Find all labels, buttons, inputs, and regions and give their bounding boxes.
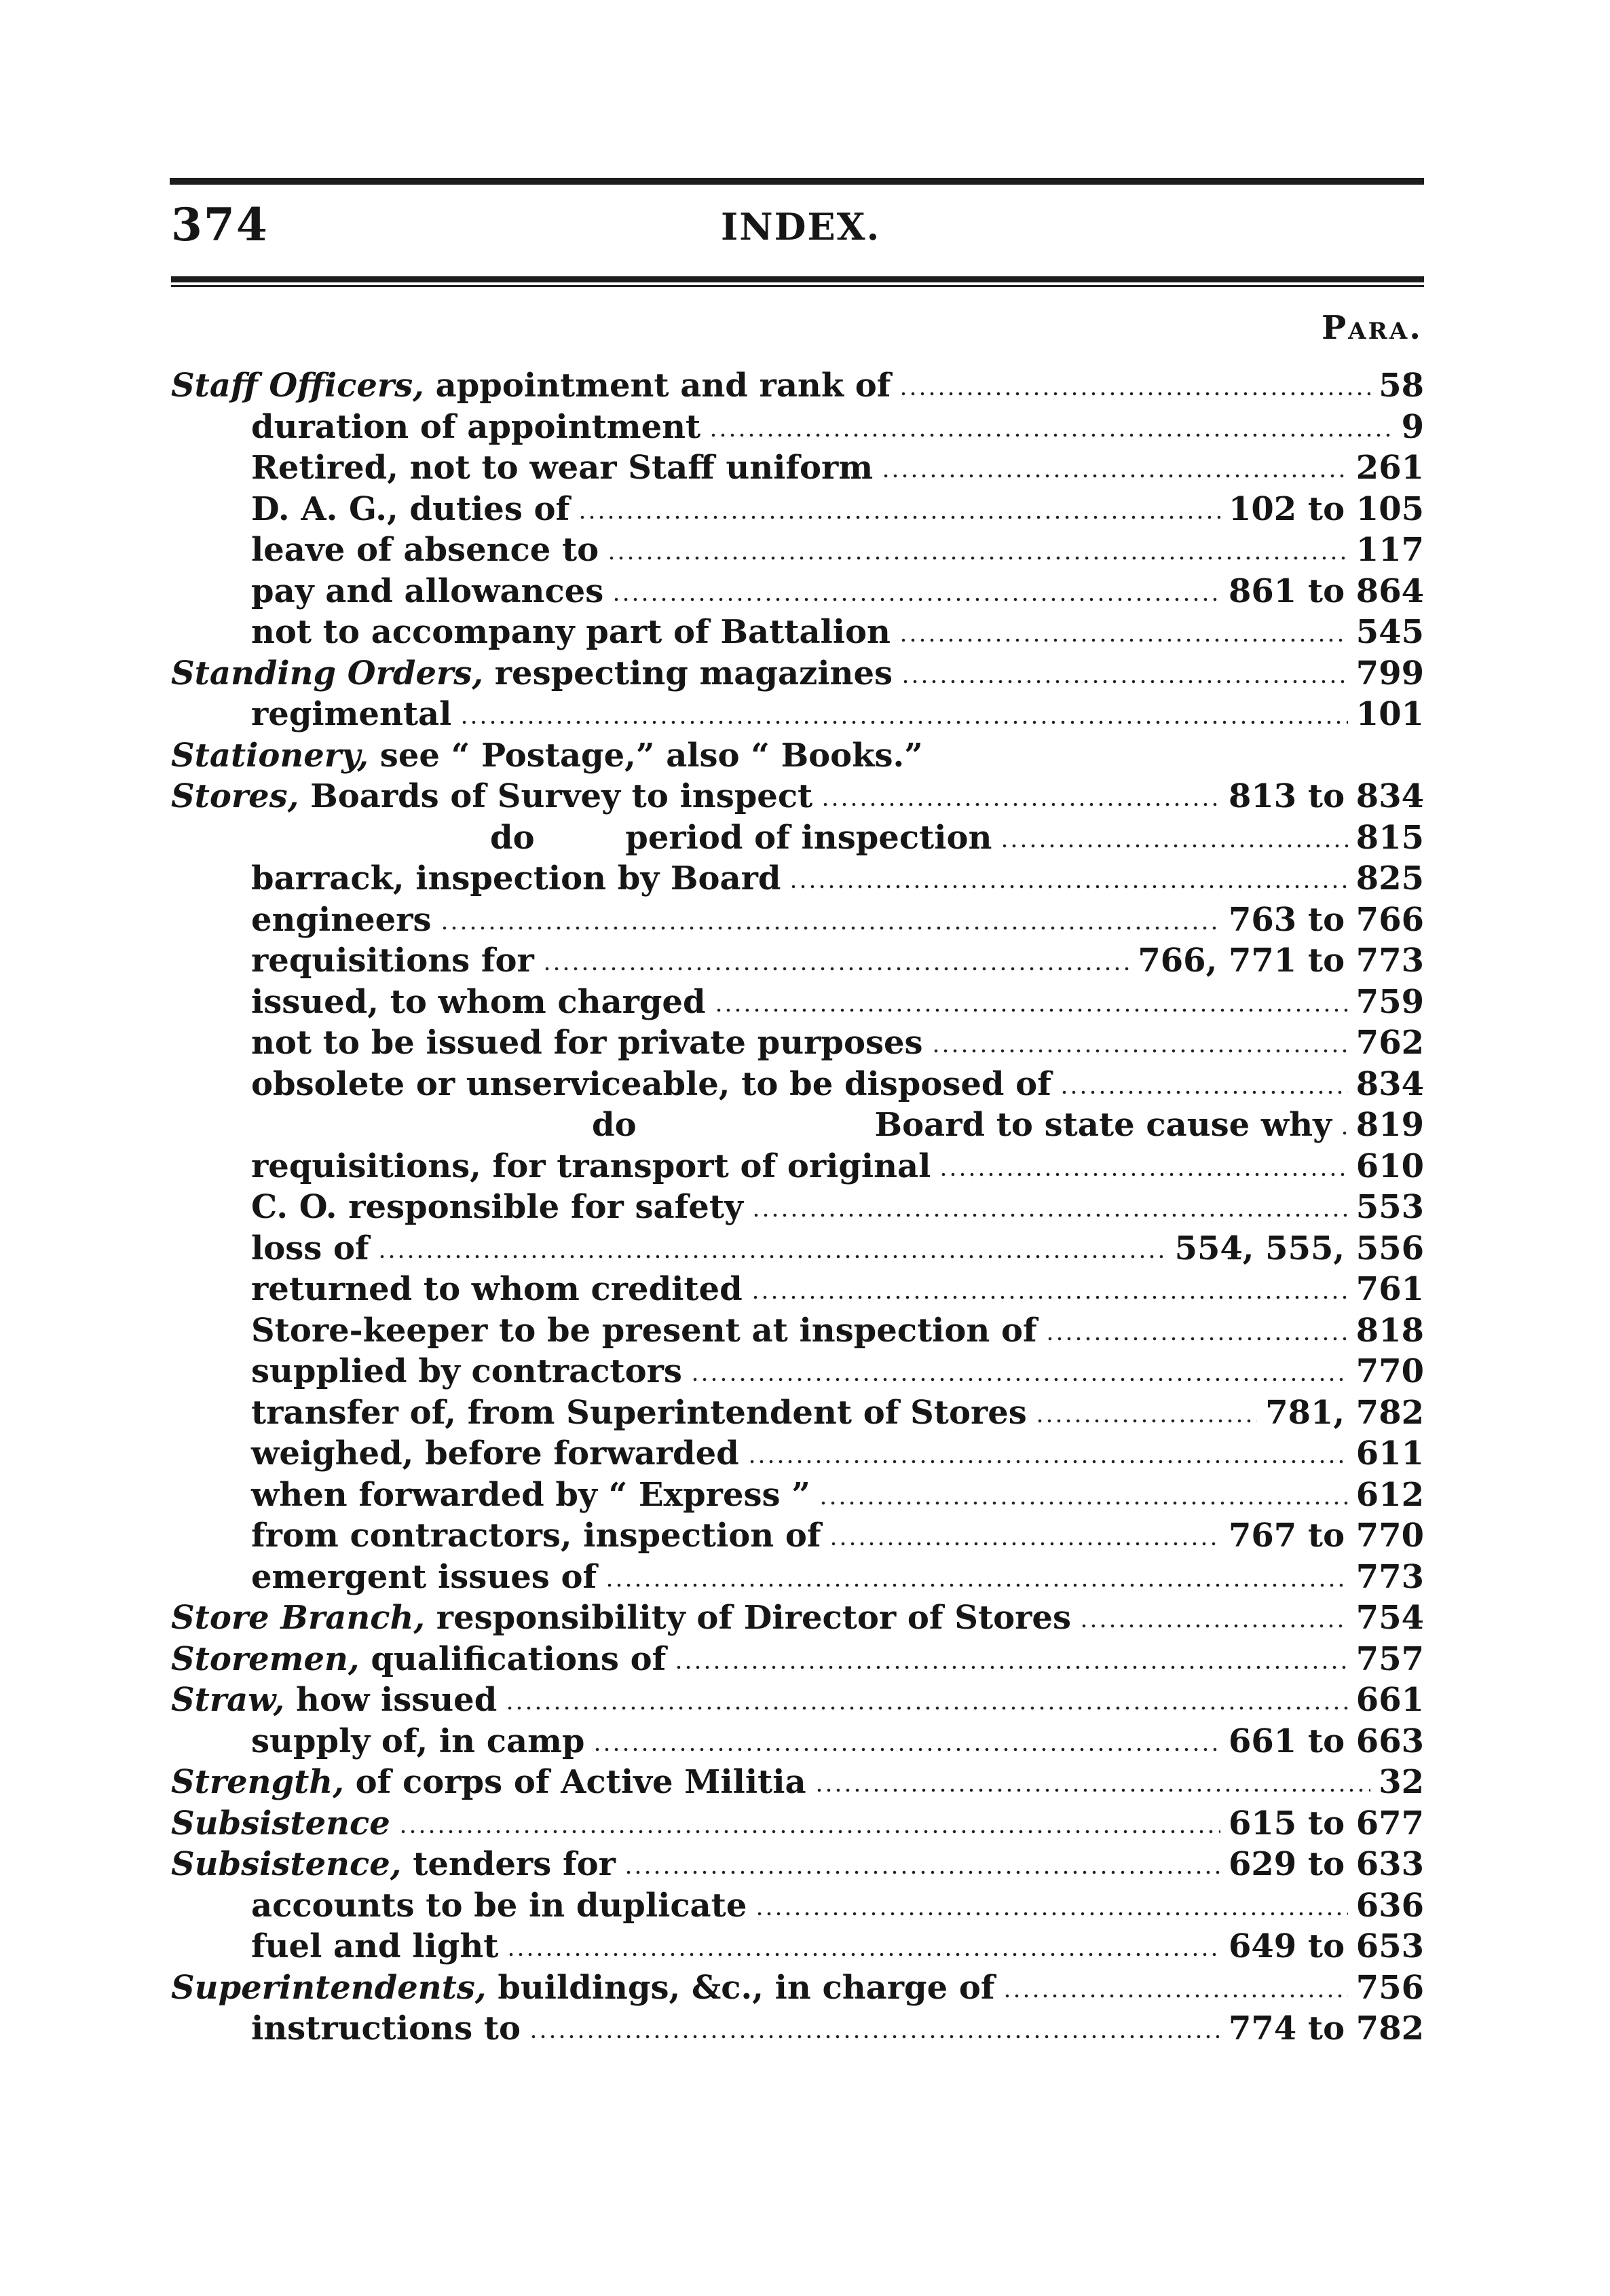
- index-entry-text: buildings, &c., in charge of: [486, 1968, 995, 2007]
- index-entry-text: tenders for: [401, 1845, 616, 1884]
- page-number: 374: [171, 198, 269, 251]
- index-entry-label: [251, 1927, 498, 1965]
- index-entry: [171, 1187, 1424, 1228]
- dot-leader: [899, 638, 1348, 642]
- paragraph-reference: 32: [1379, 1763, 1424, 1802]
- dot-leader: [819, 1501, 1348, 1505]
- index-entry-text: barrack, inspection by Board: [251, 859, 781, 898]
- paragraph-reference: 770: [1355, 1352, 1424, 1391]
- index-entry: [171, 571, 1424, 612]
- dot-leader: [1340, 1131, 1348, 1135]
- column-heading-para: Para.: [1322, 309, 1423, 347]
- paragraph-reference: 661 to 663: [1229, 1722, 1424, 1760]
- paragraph-reference: 766, 771 to 773: [1138, 942, 1424, 980]
- dot-leader: [931, 1049, 1348, 1053]
- paragraph-reference: 554, 555, 556: [1174, 1229, 1424, 1267]
- index-entry-heading: Standing Orders,: [171, 654, 484, 692]
- index-entry: [171, 1310, 1424, 1352]
- paragraph-reference: 761: [1355, 1270, 1424, 1309]
- index-entry-label: [171, 1599, 1071, 1637]
- dot-leader: [690, 1377, 1348, 1382]
- dot-leader: [624, 1870, 1220, 1874]
- index-entry-label: [171, 777, 812, 815]
- dot-leader: [460, 720, 1347, 724]
- index-entry-label: [251, 1722, 584, 1760]
- index-entry-label: [171, 367, 891, 405]
- dot-leader: [751, 1213, 1348, 1217]
- paragraph-reference: 615 to 677: [1229, 1804, 1424, 1843]
- index-entry-text: weighed, before forwarded: [251, 1434, 739, 1473]
- index-entry: [171, 940, 1424, 982]
- index-entry-text: pay and allowances: [251, 572, 604, 610]
- paragraph-reference: 611: [1355, 1434, 1424, 1473]
- index-entry-text: returned to whom credited: [251, 1270, 743, 1309]
- index-entry-text: transfer of, from Superintendent of Stores: [251, 1393, 1027, 1432]
- paragraph-reference: 834: [1355, 1064, 1424, 1103]
- index-entry-text: not to accompany part of Battalion: [251, 613, 891, 652]
- index-entry-label: [171, 1640, 666, 1678]
- index-entry-text: emergent issues of: [251, 1557, 597, 1596]
- index-entry-label: [171, 1681, 497, 1719]
- page-title: INDEX.: [721, 205, 881, 248]
- index-entry: [171, 489, 1424, 530]
- dot-leader: [377, 1255, 1167, 1259]
- paragraph-reference: 759: [1355, 982, 1424, 1021]
- index-entry: [171, 1967, 1424, 2009]
- index-entry-text: loss of: [251, 1229, 369, 1267]
- index-entry: [171, 1475, 1424, 1516]
- index-entry: [171, 1228, 1424, 1270]
- paragraph-reference: 815: [1355, 818, 1424, 857]
- paragraph-reference: 757: [1355, 1640, 1424, 1678]
- index-entry-label: [251, 1558, 597, 1596]
- dot-leader: [1000, 844, 1347, 848]
- index-entry-text: issued, to whom charged: [251, 982, 706, 1021]
- index-entry-label: [251, 408, 700, 446]
- index-entry: [171, 1064, 1424, 1105]
- dot-leader: [440, 926, 1220, 930]
- index-entry: [171, 1022, 1424, 1064]
- index-entry: [171, 1515, 1424, 1557]
- header-bottom-thin-rule: [171, 285, 1424, 287]
- index-entry-heading: Subsistence: [171, 1804, 390, 1843]
- index-entry-label: [171, 737, 923, 775]
- dot-leader: [612, 597, 1220, 601]
- paragraph-reference: 774 to 782: [1229, 2010, 1424, 2048]
- index-entry: [171, 407, 1424, 448]
- paragraph-reference: 762: [1355, 1024, 1424, 1062]
- index-entry-label: [171, 1763, 806, 1801]
- index-entry-label: [592, 1106, 1332, 1144]
- index-entry-heading: Staff Officers,: [171, 367, 424, 405]
- index-entry-heading: Storemen,: [171, 1640, 360, 1678]
- index-entry-text: supply of, in camp: [251, 1722, 585, 1760]
- index-entry: [171, 530, 1424, 571]
- paragraph-reference: 102 to 105: [1229, 489, 1424, 528]
- dot-leader: [751, 1295, 1348, 1299]
- index-entry: [171, 447, 1424, 489]
- paragraph-reference: 545: [1355, 613, 1424, 652]
- paragraph-reference: 861 to 864: [1229, 572, 1424, 610]
- index-entry: [171, 1680, 1424, 1721]
- index-entry-heading: Strength,: [171, 1763, 344, 1802]
- index-entry-label: [251, 1229, 369, 1267]
- index-entry-text: obsolete or unserviceable, to be disposed of: [251, 1064, 1051, 1103]
- paragraph-reference: 819: [1355, 1106, 1424, 1145]
- index-entry-text: of corps of Active Militia: [343, 1763, 806, 1802]
- index-entry-text: Retired, not to wear Staff uniform: [251, 449, 874, 487]
- paragraph-reference: 754: [1355, 1599, 1424, 1637]
- dot-leader: [881, 474, 1348, 478]
- index-entry-text: C. O. responsible for safety: [251, 1188, 743, 1227]
- paragraph-reference: 629 to 633: [1229, 1845, 1424, 1884]
- dot-leader: [529, 2035, 1220, 2039]
- index-entry-label: [251, 531, 599, 569]
- dot-leader: [829, 1542, 1220, 1546]
- dot-leader: [1079, 1624, 1348, 1628]
- dot-leader: [821, 802, 1220, 807]
- dot-leader: [755, 1912, 1347, 1916]
- index-entry-text: respecting magazines: [483, 654, 893, 692]
- dot-leader: [709, 433, 1393, 437]
- index-entry: [171, 1803, 1424, 1845]
- paragraph-reference: 58: [1379, 367, 1424, 405]
- index-entry-text: D. A. G., duties of: [251, 489, 570, 528]
- index-entry-text: how issued: [284, 1681, 498, 1720]
- paragraph-reference: 781, 782: [1265, 1393, 1424, 1432]
- index-entry: [171, 858, 1424, 900]
- index-entry-label: [251, 490, 569, 528]
- index-entry-text: do Board to state cause why: [592, 1106, 1332, 1145]
- index-entry-label: [251, 1024, 923, 1062]
- index-entry-label: [251, 1065, 1051, 1103]
- index-entry-label: [251, 1188, 743, 1226]
- index-entry: [171, 653, 1424, 695]
- index-entry: [171, 1639, 1424, 1680]
- index-entry-label: [171, 654, 893, 692]
- header-top-rule: [170, 178, 1424, 185]
- index-entry-label: [251, 1312, 1037, 1350]
- paragraph-reference: 649 to 653: [1229, 1927, 1424, 1966]
- paragraph-reference: 117: [1355, 531, 1424, 570]
- paragraph-reference: 612: [1355, 1475, 1424, 1514]
- dot-leader: [542, 967, 1130, 971]
- paragraph-reference: 553: [1355, 1188, 1424, 1227]
- index-entry: [171, 1844, 1424, 1885]
- paragraph-reference: 773: [1355, 1557, 1424, 1596]
- index-entry: [171, 982, 1424, 1023]
- paragraph-reference: 636: [1355, 1886, 1424, 1925]
- dot-leader: [593, 1747, 1220, 1752]
- index-entry-heading: Subsistence,: [171, 1845, 402, 1884]
- index-entry-label: [251, 1147, 931, 1185]
- index-entry-text: responsibility of Director of Stores: [425, 1599, 1071, 1637]
- index-entry-text: duration of appointment: [251, 407, 701, 446]
- index-entry-label: [251, 572, 603, 610]
- paragraph-reference: 763 to 766: [1229, 900, 1424, 939]
- index-entry: [171, 1885, 1424, 1927]
- paragraph-reference: 799: [1355, 654, 1424, 692]
- index-entry-label: [251, 1476, 810, 1514]
- index-entry-label: [251, 983, 706, 1021]
- index-entry-text: appointment and rank of: [424, 367, 891, 405]
- index-entry-text: leave of absence to: [251, 531, 599, 570]
- index-entry-label: [251, 2010, 521, 2048]
- dot-leader: [1003, 1994, 1347, 1998]
- dot-leader: [939, 1172, 1347, 1177]
- index-entry-label: [251, 695, 451, 733]
- paragraph-reference: 767 to 770: [1229, 1517, 1424, 1555]
- dot-leader: [578, 515, 1220, 519]
- dot-leader: [1060, 1090, 1348, 1094]
- index-entry: [171, 1721, 1424, 1762]
- index-entry-list: [171, 365, 1424, 2050]
- index-entry-label: [251, 1517, 821, 1555]
- index-entry-text: fuel and light: [251, 1927, 499, 1966]
- paragraph-reference: 9: [1401, 407, 1424, 446]
- dot-leader: [674, 1665, 1347, 1669]
- index-entry-text: requisitions for: [251, 942, 534, 980]
- index-entry-label: [171, 1969, 994, 2007]
- paragraph-reference: 825: [1355, 859, 1424, 898]
- index-entry: [171, 1762, 1424, 1803]
- index-entry-text: not to be issued for private purposes: [251, 1024, 923, 1062]
- index-entry: [171, 365, 1424, 407]
- index-entry-text: qualifications of: [359, 1640, 667, 1678]
- index-entry-label: [251, 613, 891, 651]
- index-entry-text: instructions to: [251, 2010, 521, 2048]
- index-entry-label: [251, 901, 432, 939]
- dot-leader: [398, 1830, 1220, 1834]
- index-entry-text: regimental: [251, 695, 452, 734]
- dot-leader: [505, 1706, 1348, 1710]
- index-entry-text: do period of inspection: [490, 818, 992, 857]
- index-entry: [171, 1351, 1424, 1392]
- dot-leader: [506, 1952, 1220, 1957]
- dot-leader: [1035, 1419, 1257, 1423]
- dot-leader: [899, 392, 1370, 396]
- index-entry-label: [251, 1270, 743, 1308]
- index-entry: [171, 1392, 1424, 1434]
- paragraph-reference: 101: [1355, 695, 1424, 734]
- paragraph-reference: 261: [1355, 449, 1424, 487]
- paragraph-reference: 818: [1355, 1311, 1424, 1350]
- dot-leader: [901, 680, 1348, 684]
- index-entry-label: [490, 819, 992, 857]
- header-bottom-rule: [171, 276, 1424, 282]
- paragraph-reference: 610: [1355, 1147, 1424, 1185]
- dot-leader: [747, 1460, 1348, 1464]
- index-entry: [171, 900, 1424, 941]
- index-entry-heading: Stores,: [171, 777, 299, 816]
- index-entry: [171, 817, 1424, 859]
- index-entry-text: accounts to be in duplicate: [251, 1886, 747, 1925]
- index-entry-label: [251, 1887, 747, 1925]
- index-entry-heading: Stationery,: [171, 736, 369, 775]
- index-entry-text: Boards of Survey to inspect: [299, 777, 813, 816]
- index-entry-label: [251, 1394, 1027, 1432]
- paragraph-reference: 756: [1355, 1968, 1424, 2007]
- index-entry-text: when forwarded by “ Express ”: [251, 1475, 810, 1514]
- index-entry: [171, 735, 1424, 777]
- index-entry-text: supplied by contractors: [251, 1352, 682, 1391]
- index-entry-heading: Superintendents,: [171, 1968, 487, 2007]
- index-entry-text: engineers: [251, 900, 432, 939]
- paragraph-reference: 813 to 834: [1229, 777, 1424, 816]
- paragraph-reference: 661: [1355, 1681, 1424, 1720]
- index-entry-label: [251, 1434, 739, 1473]
- index-entry: [171, 1269, 1424, 1310]
- index-entry-heading: Straw,: [171, 1681, 285, 1720]
- index-entry-label: [251, 449, 873, 487]
- index-entry-label: [251, 942, 534, 980]
- index-entry: [171, 1597, 1424, 1639]
- dot-leader: [789, 885, 1347, 889]
- index-entry: [171, 776, 1424, 817]
- dot-leader: [1045, 1337, 1348, 1341]
- index-entry: [171, 1557, 1424, 1598]
- index-entry: [171, 1926, 1424, 1967]
- index-entry-text: from contractors, inspection of: [251, 1517, 821, 1555]
- index-entry: [171, 1105, 1424, 1146]
- index-entry-label: [171, 1804, 390, 1843]
- index-entry-label: [171, 1845, 616, 1883]
- index-entry-text: Store-keeper to be present at inspection of: [251, 1311, 1037, 1350]
- dot-leader: [607, 556, 1348, 560]
- index-entry: [171, 1433, 1424, 1475]
- index-entry-text: requisitions, for transport of original: [251, 1147, 931, 1185]
- dot-leader: [815, 1788, 1371, 1792]
- index-entry-text: see “ Postage,” also “ Books.”: [369, 736, 923, 775]
- index-entry: [171, 612, 1424, 653]
- index-entry-label: [251, 1352, 682, 1390]
- dot-leader: [714, 1008, 1348, 1012]
- dot-leader: [605, 1583, 1348, 1587]
- index-entry: [171, 2008, 1424, 2050]
- index-entry: [171, 1146, 1424, 1187]
- index-entry: [171, 694, 1424, 735]
- index-entry-heading: Store Branch,: [171, 1599, 426, 1637]
- index-entry-label: [251, 859, 781, 897]
